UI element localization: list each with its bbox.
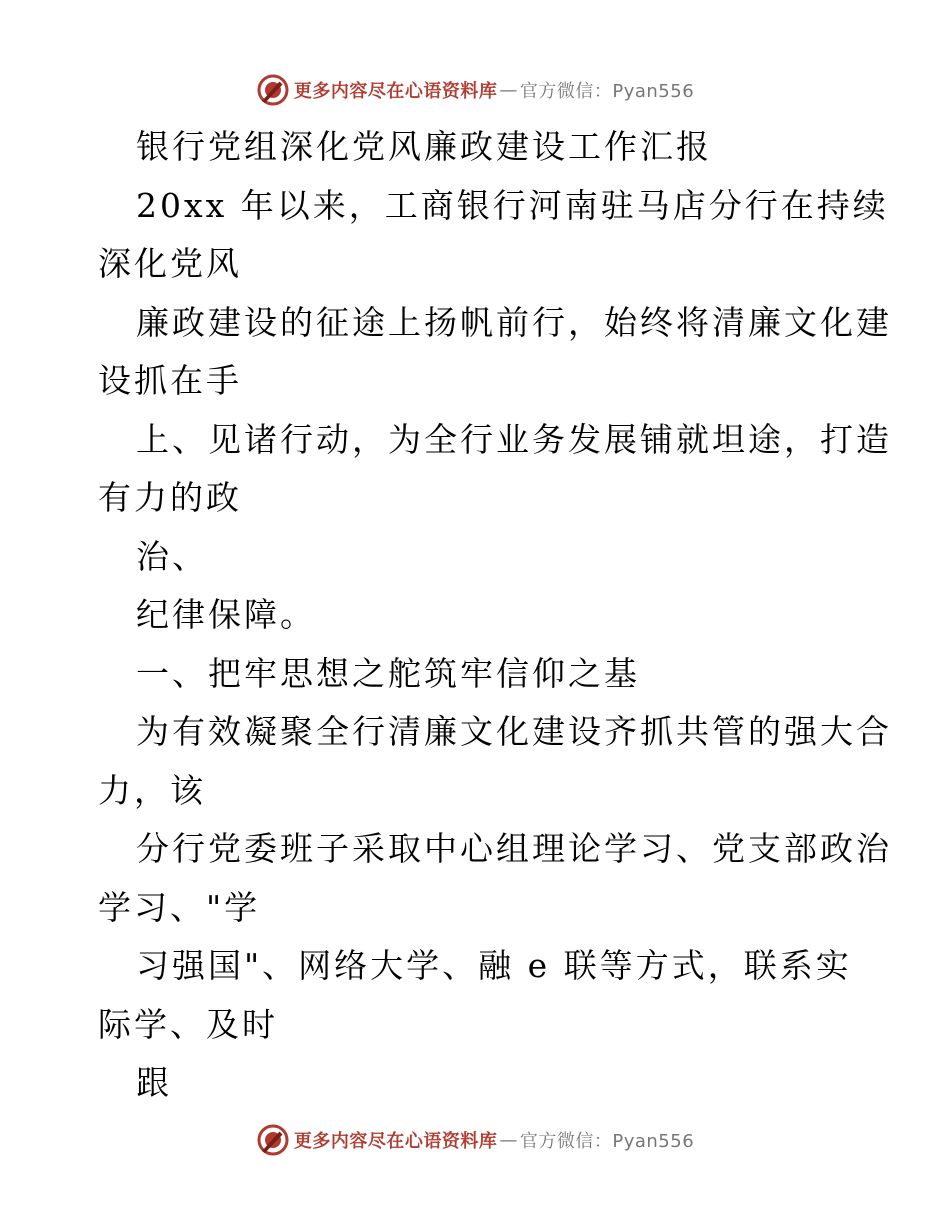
text-line: 廉政建设的征途上扬帆前行，始终将清廉文化建 bbox=[136, 302, 892, 342]
text-line: 习强国"、网络大学、融 e 联等方式，联系实 bbox=[136, 946, 852, 985]
text-line: 分行党委班子采取中心组理论学习、党支部政治 bbox=[136, 829, 892, 868]
header-banner bbox=[0, 70, 950, 110]
text-line: 治、 bbox=[136, 536, 208, 576]
text-line: 为有效凝聚全行清廉文化建设齐抓共管的强大合 bbox=[136, 712, 892, 751]
text-line: 银行党组深化党风廉政建设工作汇报 bbox=[136, 127, 712, 166]
text-line: 上、见诸行动，为全行业务发展铺就坦途，打造 bbox=[136, 419, 892, 459]
pen-logo-icon bbox=[256, 73, 290, 107]
text-line: 力，该 bbox=[98, 770, 206, 810]
banner-wechat-text: 官方微信：Pyan556 bbox=[519, 81, 695, 102]
banner-dash: — bbox=[499, 1129, 518, 1151]
text-line: 设抓在手 bbox=[98, 361, 242, 400]
footer-banner bbox=[0, 1120, 950, 1160]
pen-logo-icon bbox=[256, 1123, 290, 1157]
text-line: 跟 bbox=[136, 1063, 172, 1102]
text-line: 20xx 年以来，工商银行河南驻马店分行在持续 bbox=[136, 185, 889, 225]
banner-site-text: 更多内容尽在心语资料库 bbox=[293, 1131, 498, 1152]
text-line: 深化党风 bbox=[98, 244, 242, 283]
banner-site-text: 更多内容尽在心语资料库 bbox=[293, 81, 498, 102]
text-line: 际学、及时 bbox=[98, 1004, 278, 1044]
banner-dash: — bbox=[499, 79, 518, 101]
text-line: 有力的政 bbox=[98, 478, 242, 517]
text-line: 一、把牢思想之舵筑牢信仰之基 bbox=[136, 653, 640, 693]
document-body bbox=[98, 118, 892, 1113]
text-line: 纪律保障。 bbox=[136, 595, 316, 634]
banner-wechat-text: 官方微信：Pyan556 bbox=[519, 1131, 695, 1152]
text-line: 学习、"学 bbox=[98, 887, 261, 927]
